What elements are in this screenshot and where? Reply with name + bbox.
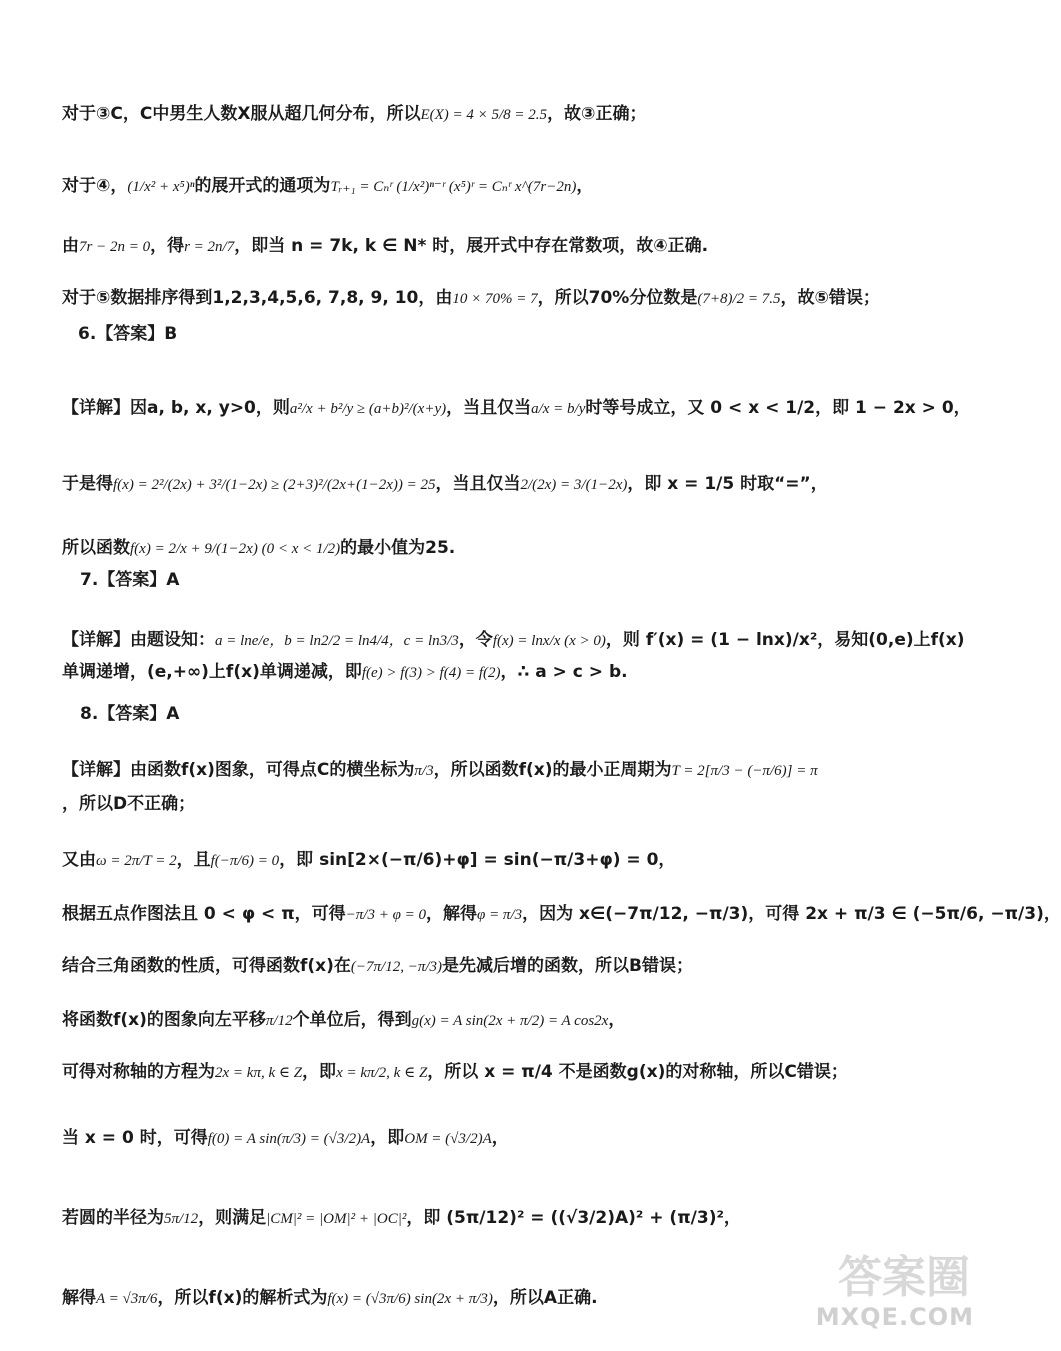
line-18: 将函数f(x)的图象向左平移π/12个单位后，得到g(x) = A sin(2x + π/2) = A cos2x， xyxy=(62,1010,626,1030)
line-11: 单调递增，(e,+∞)上f(x)单调递减，即f(e) > f(3) > f(4) = f(2)，∴ a > c > b. xyxy=(62,662,628,682)
watermark-logo: 答案圈 xyxy=(838,1252,970,1303)
line-10: 【详解】由题设知：a = lne/e，b = ln2/2 = ln4/4，c = ln3/3，令f(x) = lnx/x (x > 0)，则 f′(x) = (1 − lnx)/x²，易知(0,e)上f(x) xyxy=(62,630,965,650)
line-1: 对于③C，C中男生人数X服从超几何分布，所以E(X) = 4 × 5/8 = 2.5，故③正确； xyxy=(62,104,647,124)
answer-6-heading: 6.【答案】B xyxy=(78,324,178,344)
line-15: 又由ω = 2π/T = 2，且f(−π/6) = 0，即 sin[2×(−π/6)+φ] = sin(−π/3+φ) = 0， xyxy=(62,850,676,870)
watermark-url: MXQE.COM xyxy=(815,1303,974,1331)
line-14: ，所以D不正确； xyxy=(62,794,196,814)
answer-7-heading: 7.【答案】A xyxy=(80,570,180,590)
line-4: 对于⑤数据排序得到1,2,3,4,5,6, 7,8, 9, 10，由10 × 70% = 7，所以70%分位数是(7+8)/2 = 7.5，故⑤错误； xyxy=(62,288,880,308)
line-16: 根据五点作图法且 0 < φ < π，可得−π/3 + φ = 0，解得φ = π/3，因为 x∈(−7π/12, −π/3)，可得 2x + π/3 ∈ (−5π/6, −π/3)， xyxy=(62,904,1061,924)
line-3: 由7r − 2n = 0，得r = 2n/7，即当 n = 7k, k ∈ N* 时，展开式中存在常数项，故④正确. xyxy=(62,236,709,256)
line-2: 对于④，(1/x² + x⁵)ⁿ的展开式的通项为Tᵣ₊₁ = Cₙʳ (1/x²)ⁿ⁻ʳ (x⁵)ʳ = Cₙʳ x^(7r−2n)， xyxy=(62,176,594,196)
answer-8-heading: 8.【答案】A xyxy=(80,704,180,724)
line-13: 【详解】由函数f(x)图象，可得点C的横坐标为π/3，所以函数f(x)的最小正周期为T = 2[π/3 − (−π/6)] = π xyxy=(62,760,818,780)
line-21: 若圆的半径为5π/12，则满足|CM|² = |OM|² + |OC|²，即 (5π/12)² = ((√3/2)A)² + (π/3)²， xyxy=(62,1208,741,1228)
line-20: 当 x = 0 时，可得f(0) = A sin(π/3) = (√3/2)A，即OM = (√3/2)A， xyxy=(62,1128,509,1148)
line-8: 所以函数f(x) = 2/x + 9/(1−2x) (0 < x < 1/2)的最小值为25. xyxy=(62,538,456,558)
watermark xyxy=(780,1241,980,1331)
line-6: 【详解】因a, b, x, y>0，则a²/x + b²/y ≥ (a+b)²/(x+y)，当且仅当a/x = b/y时等号成立，又 0 < x < 1/2，即 1 − 2x > 0， xyxy=(62,398,971,418)
line-17: 结合三角函数的性质，可得函数f(x)在(−7π/12, −π/3)是先减后增的函数，所以B错误； xyxy=(62,956,693,976)
line-19: 可得对称轴的方程为2x = kπ, k ∈ Z，即x = kπ/2, k ∈ Z，所以 x = π/4 不是函数g(x)的对称轴，所以C错误； xyxy=(62,1062,848,1082)
line-7: 于是得f(x) = 2²/(2x) + 3²/(1−2x) ≥ (2+3)²/(2x+(1−2x)) = 25，当且仅当2/(2x) = 3/(1−2x)，即 x = 1/5 时取“=”， xyxy=(62,474,828,494)
line-22: 解得A = √3π/6，所以f(x)的解析式为f(x) = (√3π/6) sin(2x + π/3)，所以A正确. xyxy=(62,1288,598,1308)
